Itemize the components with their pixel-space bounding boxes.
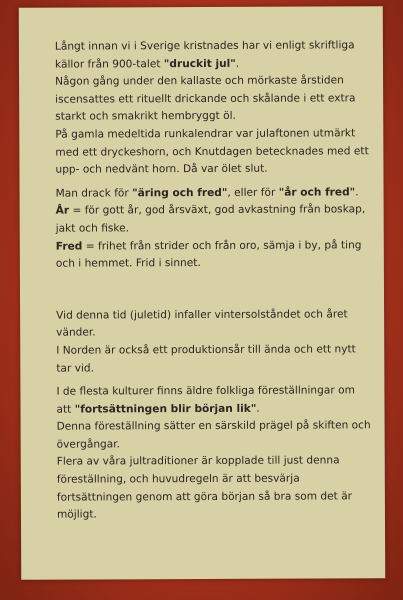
text-run: Långt innan vi i Sverige kristnades har vi enligt skriftliga källor från 900-talet — [54, 39, 355, 71]
term-ar: År — [55, 204, 70, 217]
text-run: . — [355, 186, 359, 199]
paragraph-ar-och-fred — [56, 184, 372, 273]
text-line: På gamla medeltida runkalendrar var julaftonen utmärkt med ett dryckeshorn, och Knutdagen betecknades med ett upp- och nedvänt horn. Då var ölet slut. — [55, 127, 369, 176]
text-run: . — [256, 402, 260, 415]
emphasis-fortsattningen: "fortsättningen blir början lik" — [74, 402, 257, 416]
text-line — [55, 37, 371, 74]
text-line: Vid denna tid (juletid) infaller vintersolståndet och året vänder. — [56, 308, 348, 339]
text-line: Denna föreställning sätter en särskild prägel på skiften och övergångar. — [56, 419, 371, 451]
paragraph-vintersolstand — [56, 306, 372, 378]
paragraph-fortsattningen — [56, 382, 373, 524]
text-run: Man drack för — [55, 187, 133, 200]
text-line: Någon gång under den kallaste och mörkaste årstiden iscensattes ett rituellt drickande och skålande i ett extra starkt och smakrikt hembryggt öl. — [55, 74, 356, 124]
paper-sign — [19, 6, 385, 580]
text-run: I de flesta kulturer finns äldre folkliga föreställningar om att — [56, 384, 355, 416]
text-line — [56, 237, 372, 274]
text-line — [56, 202, 372, 239]
text-line: Flera av våra jultraditioner är kopplade till just denna föreställning, och huvudregeln är att besvärja fortsättningen genom att göra början så bra som det är möjligt. — [56, 454, 353, 521]
text-run: = för gott år, god årsväxt, god avkastning från boskap, jakt och fiske. — [55, 203, 366, 235]
paragraph-druckit-jul — [55, 37, 372, 179]
sign-text — [55, 37, 373, 524]
text-line — [56, 184, 372, 203]
text-run: . — [235, 57, 240, 70]
text-run: = frihet från strider och från oro, sämja i by, på ting och i hemmet. Frid i sinnet. — [55, 238, 362, 270]
term-fred: Fred — [55, 240, 83, 253]
emphasis-druckit-jul: "druckit jul" — [163, 57, 236, 70]
text-line: I Norden är också ett produktionsår till ända och ett nytt tar vid. — [56, 343, 356, 375]
text-line — [56, 382, 372, 419]
emphasis-ar-och-fred: "år och fred" — [278, 186, 356, 199]
emphasis-aring-och-fred: "äring och fred" — [132, 186, 228, 200]
text-run: , eller för — [227, 186, 279, 199]
